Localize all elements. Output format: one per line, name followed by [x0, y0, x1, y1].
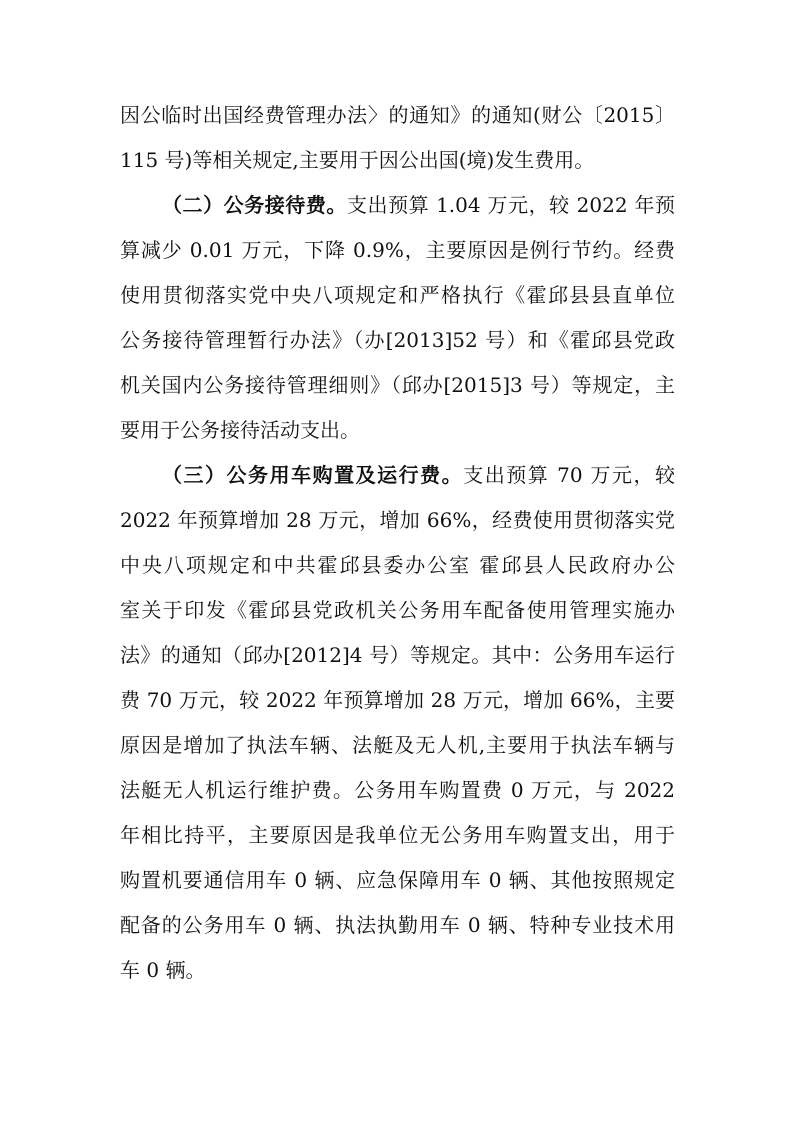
- section3-line-11: 配备的公务用车 0 辆、执法执勤用车 0 辆、特种专业技术用: [120, 913, 675, 937]
- section3-line-10: 购置机要通信用车 0 辆、应急保障用车 0 辆、其他按照规定: [120, 868, 675, 892]
- section3-line-7: 原因是增加了执法车辆、法艇及无人机,主要用于执法车辆与: [120, 733, 675, 757]
- section2-line1-text: 支出预算 1.04 万元，较 2022 年预: [346, 193, 675, 217]
- section2-line-3: 使用贯彻落实党中央八项规定和严格执行《霍邱县县直单位: [120, 283, 675, 307]
- section3-line-5: 法》的通知（邱办[2012]4 号）等规定。其中：公务用车运行: [120, 643, 675, 667]
- section2-line-2: 算减少 0.01 万元，下降 0.9%，主要原因是例行节约。经费: [120, 238, 675, 262]
- intro-line-1: 因公临时出国经费管理办法〉的通知》的通知(财公〔2015〕: [120, 103, 675, 127]
- section3-line-9: 年相比持平，主要原因是我单位无公务用车购置支出，用于: [120, 823, 675, 847]
- section3-line-3: 中央八项规定和中共霍邱县委办公室 霍邱县人民政府办公: [120, 553, 675, 577]
- section3-line-2: 2022 年预算增加 28 万元，增加 66%，经费使用贯彻落实党: [120, 508, 675, 532]
- section2-first-line: [162, 185, 675, 225]
- section3-line-4: 室关于印发《霍邱县党政机关公务用车配备使用管理实施办: [120, 598, 675, 622]
- section3-heading: （三）公务用车购置及运行费。: [162, 463, 464, 487]
- section2-line-5: 机关国内公务接待管理细则》（邱办[2015]3 号）等规定，主: [120, 373, 675, 397]
- section3-first-line: [162, 455, 675, 495]
- section2-heading: （二）公务接待费。: [162, 193, 347, 217]
- section3-line1-text: 支出预算 70 万元，较: [463, 463, 675, 487]
- section3-line-12: 车 0 辆。: [120, 958, 206, 982]
- section3-line-8: 法艇无人机运行维护费。公务用车购置费 0 万元，与 2022: [120, 778, 675, 802]
- intro-line-2: 115 号)等相关规定,主要用于因公出国(境)发生费用。: [120, 148, 595, 172]
- section2-line-4: 公务接待管理暂行办法》（办[2013]52 号）和《霍邱县党政: [120, 328, 675, 352]
- section2-line-6: 要用于公务接待活动支出。: [120, 418, 360, 442]
- section3-line-6: 费 70 万元，较 2022 年预算增加 28 万元，增加 66%，主要: [120, 688, 675, 712]
